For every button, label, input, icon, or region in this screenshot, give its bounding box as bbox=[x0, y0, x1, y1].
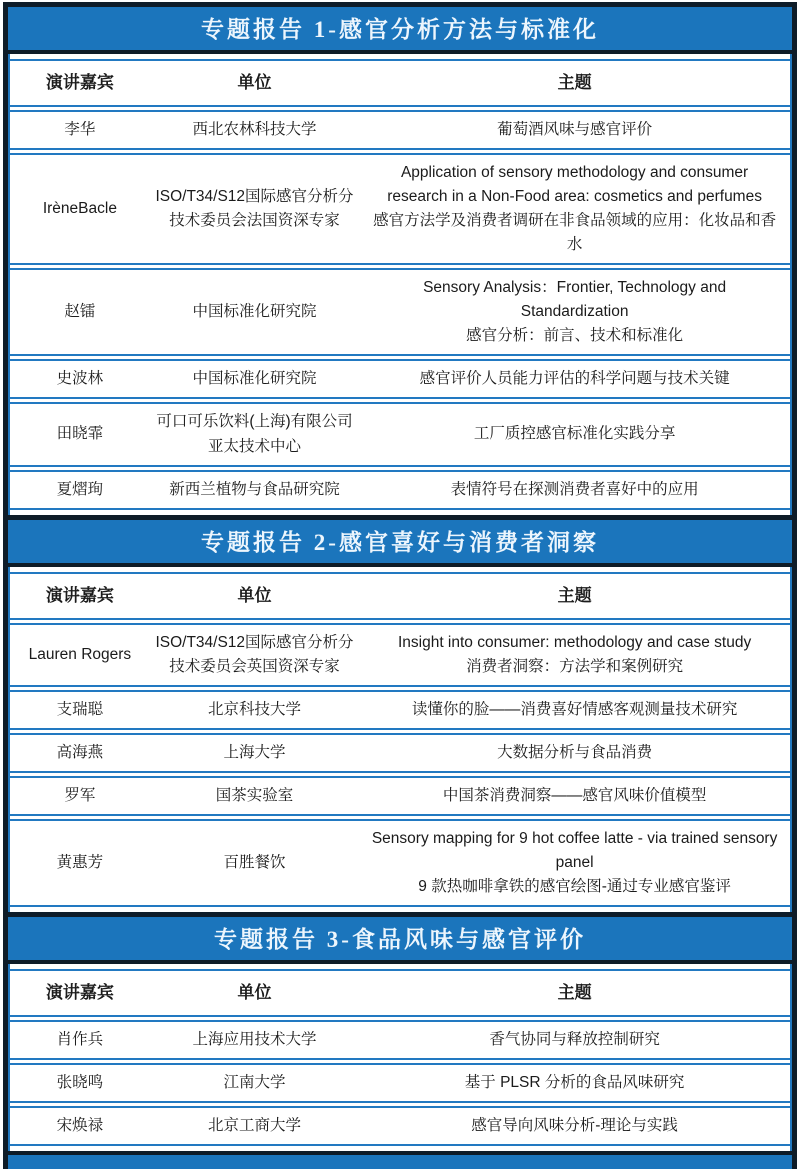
table-row bbox=[10, 1106, 790, 1146]
section-2-rows bbox=[8, 567, 792, 912]
topic-cell bbox=[361, 1028, 788, 1052]
section-3-title: 专题报告 3-食品风味与感官评价 bbox=[214, 927, 586, 952]
section-3-header bbox=[8, 912, 792, 964]
topic-line-en: Sensory mapping for 9 hot coffee latte - via trained sensory panel bbox=[371, 829, 778, 871]
speaker-cell: Lauren Rogers bbox=[28, 645, 132, 663]
org-cell: 上海大学 bbox=[223, 743, 286, 761]
org-cell: 国茶实验室 bbox=[215, 786, 294, 804]
section-3-rows bbox=[8, 964, 792, 1151]
speaker-cell: 黄惠芳 bbox=[56, 853, 104, 871]
speaker-cell: 田晓霏 bbox=[56, 425, 104, 443]
table-row bbox=[10, 402, 790, 466]
org-cell: 北京工商大学 bbox=[207, 1117, 301, 1135]
org-cell: 上海应用技术大学 bbox=[192, 1031, 317, 1049]
speaker-cell: 宋焕禄 bbox=[56, 1117, 104, 1135]
table-row bbox=[10, 153, 790, 265]
topic-line: 工厂质控感官标准化实践分享 bbox=[473, 425, 676, 443]
org-cell: 中国标准化研究院 bbox=[192, 303, 317, 321]
org-cell: ISO/T34/S12国际感官分析分技术委员会英国资深专家 bbox=[155, 633, 354, 675]
topic-cell bbox=[361, 1071, 788, 1095]
topic-cell bbox=[361, 631, 788, 679]
table-row bbox=[10, 733, 790, 773]
table-row bbox=[10, 819, 790, 907]
section-1-title: 专题报告 1-感官分析方法与标准化 bbox=[201, 17, 599, 42]
speaker-cell: 支瑞聪 bbox=[56, 700, 104, 718]
topic-line: 基于 PLSR 分析的食品风味研究 bbox=[464, 1074, 685, 1092]
speaker-cell: 李华 bbox=[64, 121, 96, 139]
speaker-cell: 高海燕 bbox=[56, 743, 104, 761]
org-cell: ISO/T34/S12国际感官分析分技术委员会法国资深专家 bbox=[155, 188, 354, 230]
column-header-row bbox=[10, 59, 790, 107]
topic-cell bbox=[361, 698, 788, 722]
topic-line: 感官导向风味分析-理论与实践 bbox=[471, 1117, 678, 1135]
topic-cell bbox=[361, 161, 788, 257]
topic-line: 表情符号在探测消费者喜好中的应用 bbox=[450, 480, 699, 498]
table-row bbox=[10, 776, 790, 816]
table-row bbox=[10, 110, 790, 150]
topic-cell bbox=[361, 827, 788, 899]
table-row bbox=[10, 470, 790, 510]
speaker-cell: 肖作兵 bbox=[56, 1031, 104, 1049]
topic-line-zh: 9 款热咖啡拿铁的感官绘图-通过专业感官鉴评 bbox=[418, 877, 731, 895]
table-row bbox=[10, 1020, 790, 1060]
column-header-row bbox=[10, 572, 790, 620]
speaker-cell: 夏熠珣 bbox=[56, 480, 104, 498]
column-header-row bbox=[10, 969, 790, 1017]
speaker-cell: 罗军 bbox=[64, 786, 96, 804]
column-header-org: 单位 bbox=[237, 585, 272, 605]
table-row bbox=[10, 359, 790, 399]
column-header-org: 单位 bbox=[237, 73, 272, 92]
section-2-title: 专题报告 2-感官喜好与消费者洞察 bbox=[201, 529, 599, 555]
table-row bbox=[10, 1063, 790, 1103]
topic-line-zh: 消费者洞察：方法学和案例研究 bbox=[466, 657, 684, 675]
section-2-header bbox=[8, 515, 792, 567]
column-header-speaker: 演讲嘉宾 bbox=[45, 585, 114, 605]
bottom-section-band-cutoff bbox=[8, 1151, 792, 1169]
topic-line-en: Sensory Analysis：Frontier, Technology and Standardization bbox=[423, 279, 727, 321]
column-header-topic: 主题 bbox=[557, 585, 592, 605]
org-cell: 北京科技大学 bbox=[207, 700, 301, 718]
topic-line-en: Application of sensory methodology and consumer research in a Non-Food area: cosmetics and perfumes bbox=[387, 164, 762, 206]
org-cell: 江南大学 bbox=[223, 1074, 286, 1092]
section-1-header bbox=[8, 7, 792, 54]
org-cell: 可口可乐饮料(上海)有限公司亚太技术中心 bbox=[156, 413, 353, 455]
topic-cell bbox=[361, 118, 788, 142]
topic-line: 中国茶消费洞察——感官风味价值模型 bbox=[442, 786, 707, 804]
topic-line: 大数据分析与食品消费 bbox=[497, 743, 653, 761]
table-row bbox=[10, 268, 790, 356]
column-header-speaker: 演讲嘉宾 bbox=[45, 73, 114, 92]
org-cell: 中国标准化研究院 bbox=[192, 370, 317, 388]
org-cell: 西北农林科技大学 bbox=[192, 121, 317, 139]
org-cell: 新西兰植物与食品研究院 bbox=[169, 480, 340, 498]
agenda-table bbox=[3, 2, 797, 1169]
speaker-cell: 史波林 bbox=[56, 370, 104, 388]
topic-line: 葡萄酒风味与感官评价 bbox=[497, 121, 653, 139]
topic-line: 读懂你的脸——消费喜好情感客观测量技术研究 bbox=[411, 700, 738, 718]
topic-cell bbox=[361, 367, 788, 391]
speaker-cell: 张晓鸣 bbox=[56, 1074, 104, 1092]
column-header-topic: 主题 bbox=[557, 73, 592, 92]
topic-cell bbox=[361, 741, 788, 765]
column-header-speaker: 演讲嘉宾 bbox=[45, 983, 114, 1002]
topic-cell bbox=[361, 276, 788, 348]
topic-line-zh: 感官分析：前言、技术和标准化 bbox=[466, 327, 684, 345]
org-cell: 百胜餐饮 bbox=[223, 853, 286, 871]
speaker-cell: 赵镭 bbox=[64, 303, 96, 321]
table-row bbox=[10, 623, 790, 687]
table-row bbox=[10, 690, 790, 730]
column-header-topic: 主题 bbox=[557, 983, 592, 1002]
topic-cell bbox=[361, 478, 788, 502]
speaker-cell: IrèneBacle bbox=[42, 200, 117, 218]
topic-line: 香气协同与释放控制研究 bbox=[489, 1031, 660, 1049]
column-header-org: 单位 bbox=[237, 983, 272, 1002]
section-1-rows bbox=[8, 54, 792, 515]
topic-line: 感官评价人员能力评估的科学问题与技术关键 bbox=[419, 370, 730, 388]
topic-cell bbox=[361, 1114, 788, 1138]
topic-cell bbox=[361, 784, 788, 808]
topic-line-zh: 感官方法学及消费者调研在非食品领域的应用：化妆品和香水 bbox=[373, 212, 777, 254]
topic-cell bbox=[361, 422, 788, 446]
topic-line-en: Insight into consumer: methodology and case study bbox=[397, 633, 752, 651]
